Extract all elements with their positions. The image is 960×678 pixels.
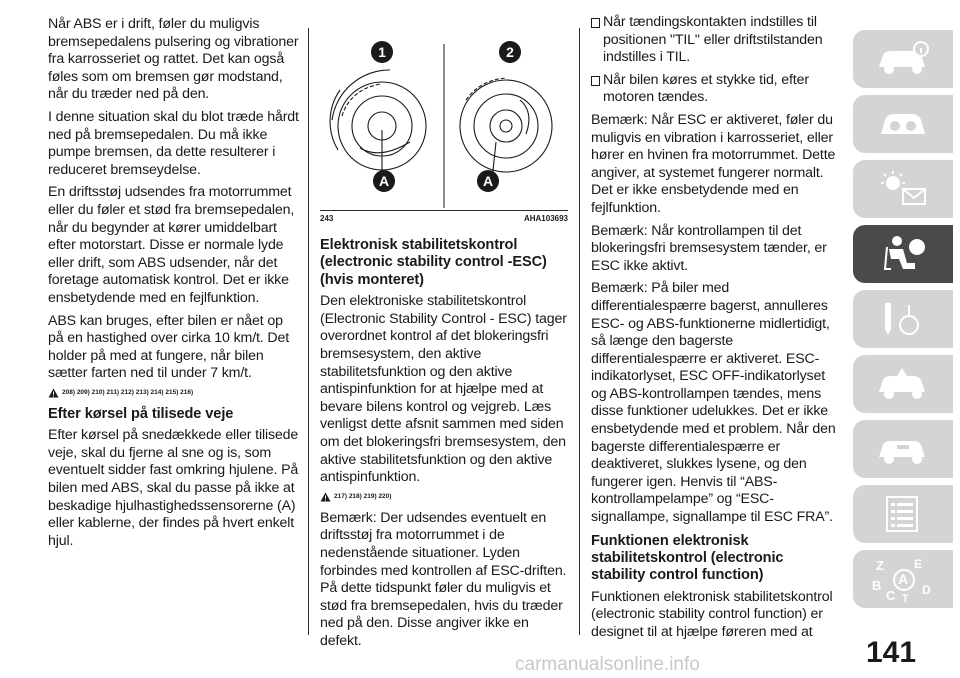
index-letter: Z (876, 558, 884, 573)
index-letter: C (886, 588, 896, 603)
warning-references (48, 388, 300, 398)
watermark: carmanualsonline.info (515, 654, 700, 675)
checkbox-bullet-icon (591, 76, 600, 86)
tab-maintenance[interactable] (853, 420, 953, 478)
warning-refs: 208) 209) 210) 211) 212) 213) 214) 215) 216) (62, 389, 194, 397)
warning-references (320, 492, 568, 502)
lights-messages-icon (873, 169, 933, 209)
airbag-seat-icon (873, 233, 933, 275)
column-divider (308, 28, 309, 635)
warning-icon (48, 388, 59, 398)
figure-caption (320, 210, 568, 223)
figure-label-2: 2 (506, 44, 514, 60)
section-heading: Funktionen elektronisk stabilitetskontrol (electronic stability control function) (591, 532, 784, 584)
car-info-icon (873, 41, 933, 77)
wheel-sensor-figure (320, 30, 568, 208)
paragraph: Når ABS er i drift, føler du muligvis bremsepedalens pulsering og vibrationer fra karrosseriet og rattet. Det kan også føles som om bremsen gør modstand, når du træder ned på den. (48, 16, 299, 103)
emergency-icon (873, 366, 933, 402)
figure-number: 243 (320, 214, 334, 223)
tab-car-info[interactable] (853, 30, 953, 88)
tab-emergency[interactable] (853, 355, 953, 413)
note-paragraph: Bemærk: Når ESC er aktiveret, føler du muligvis en vibration i karrosseriet, eller hører en hvinen fra motorrummet. Dette angiver, at systemet fungerer normalt. Det er ikke ensbetydende med en fejlfunktion. (591, 111, 836, 216)
paragraph: ABS kan bruges, efter bilen er nået op på en hastighed over cirka 10 km/t. Det holder på med at fungere, når bilen sætter farten ned til under 7 km/t. (48, 312, 289, 382)
chapter-tabs (853, 30, 953, 615)
bullet-item (591, 72, 841, 112)
figure-label-a: A (378, 173, 390, 189)
checkbox-bullet-icon (591, 18, 600, 28)
column-2 (320, 30, 568, 656)
index-letter: D (922, 583, 931, 597)
tab-key-start[interactable] (853, 290, 953, 348)
tab-airbag-seat[interactable] (853, 225, 953, 283)
paragraph: Efter kørsel på snedækkede eller tilisede veje, skal du fjerne al sne og is, som eventuelt sidder fast omkring hjulene. På bilen med ABS, skal du passe på ikke at beskadige hjulhastighedssensorerne (A) eller kablerne, der findes på hvert enkelt hjul. (48, 427, 299, 549)
paragraph: Den elektroniske stabilitetskontrol (Electronic Stability Control - ESC) tager overordnet kontrol af det blokeringsfri bremsesystem, den aktive stabilitetsfunktion og den aktive antispinfunktion for at hjælpe med at bevare bilens kontrol og vejgreb. Læs venligst dette afsnit sammen med siden om det blokeringsfri bremsesystem, den aktive stabilitetsfunktion og den aktive antispinfunktion. (320, 293, 567, 486)
index-icon (868, 554, 938, 604)
paragraph: En driftsstøj udsendes fra motorrummet eller du føler et stød fra bremsepedalen, når du begynder at kører umiddelbart efter motorstart. Disse er normale lyde eller drift, som ABS udsender, når det foretage automatisk kontrol. Det er ikke ensbetydende med en fejlfunktion. (48, 184, 295, 306)
paragraph: Funktionen elektronisk stabilitetskontrol (electronic stability control function) er designet til at hjælpe føreren med at (591, 588, 833, 641)
note-paragraph: Bemærk: På biler med differentialespærre bagerst, annulleres ESC- og ABS-funktionerne midlertidigt, så længe den bagerste differentialespærre er aktiveret. ESC-indikatorlyset, ESC OFF-indikatorlyset og ABS-kontrollampen tændes, mens disse funktioner udelukkes. Det er ikke ensbetydende med et problem. Når den bagerste differentialespærre er deaktiveret, slukkes lysene, og den fungerer igen. Henvis til “ABS-kontrollampelampe” og “ESC-signallampe, signallampe til ESC FRA”. (591, 280, 836, 526)
key-start-icon (873, 299, 933, 339)
section-heading: Elektronisk stabilitetskontrol (electronic stability control -ESC) (hvis monteret) (320, 237, 547, 288)
column-divider (579, 28, 580, 635)
index-letter: E (914, 557, 923, 571)
index-letter: T (902, 593, 909, 604)
bullet-text: Når tændingskontakten indstilles til positionen "TIL" eller driftstilstanden indstilles i TIL. (603, 14, 823, 66)
figure-label-1: 1 (378, 44, 386, 60)
figure-code: AHA103693 (523, 214, 568, 223)
wheel-sensor-illustration (320, 30, 568, 208)
tab-dashboard[interactable] (853, 95, 953, 153)
paragraph: I denne situation skal du blot træde hårdt ned på bremsepedalen. Du må ikke pumpe bremsen, da dette resulterer i reduceret bremseydelse. (48, 108, 299, 178)
warning-icon (320, 492, 331, 502)
bullet-text: Når bilen køres et stykke tid, efter motoren tændes. (603, 71, 809, 106)
note-paragraph: Bemærk: Der udsendes eventuelt en driftsstøj fra motorrummet i de nedenstående situationer. Lyden forbindes med kontrollen af ESC-driften. På dette tidspunkt føler du muligvis et stød fra bremsepedalen, hvis du træder ned på den. Disse angiver ikke en defekt. (320, 509, 567, 649)
section-heading: Efter kørsel på tilisede veje (48, 405, 234, 422)
note-paragraph: Bemærk: Når kontrollampen til det blokeringsfri bremsesystem tænder, er ESC ikke aktivt. (591, 222, 827, 274)
maintenance-icon (873, 431, 933, 467)
page-number: 141 (866, 636, 917, 669)
index-letter: B (872, 578, 882, 593)
tab-lights-messages[interactable] (853, 160, 953, 218)
bullet-item (591, 14, 841, 72)
index-letter: A (898, 571, 909, 587)
specifications-icon (873, 493, 933, 535)
column-3 (591, 14, 841, 647)
dashboard-icon (873, 106, 933, 142)
warning-refs: 217) 218) 219) 220) (334, 493, 392, 501)
figure-label-a: A (482, 173, 494, 189)
tab-index[interactable] (853, 550, 953, 608)
tab-specifications[interactable] (853, 485, 953, 543)
column-1 (48, 16, 300, 555)
